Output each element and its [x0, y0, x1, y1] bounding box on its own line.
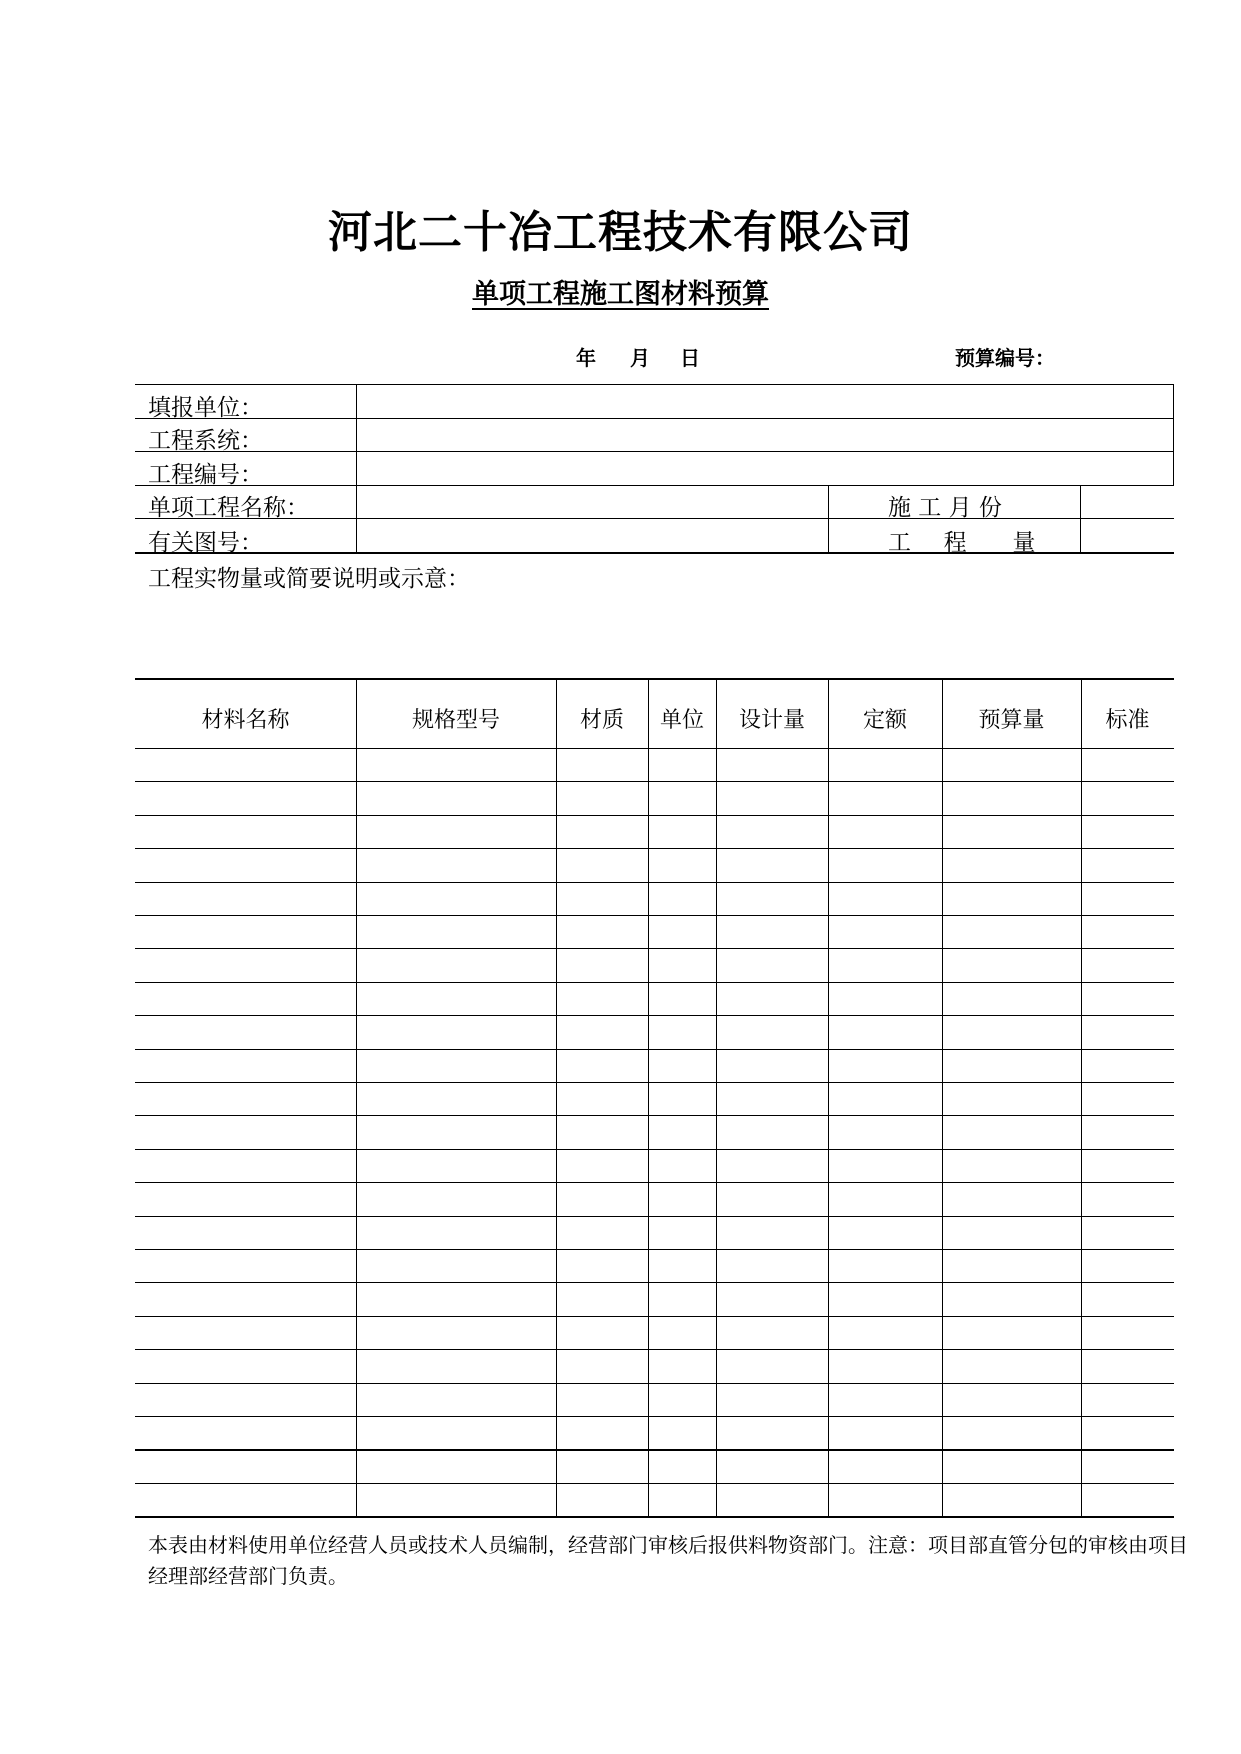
table-header-cell: 材料名称 [201, 708, 290, 733]
table-row-line [135, 1082, 1174, 1083]
info-right-border [1173, 384, 1174, 485]
table-row-line [135, 1483, 1174, 1484]
table-header-divider [135, 748, 1174, 749]
table-row-line [135, 815, 1174, 816]
engineering-system-label: 工程系统： [148, 428, 263, 454]
table-column-divider [556, 678, 557, 1516]
table-header-cell: 单位 [659, 708, 704, 733]
construction-month-label: 施 工 月 份 [888, 495, 1002, 521]
table-row-line [135, 781, 1174, 782]
table-row-line [135, 1216, 1174, 1217]
info-row-divider [135, 418, 1174, 419]
table-column-divider [828, 678, 829, 1516]
engineering-number-label: 工程编号： [148, 462, 263, 488]
table-column-divider [356, 678, 357, 1516]
quantity-label: 工 程 量 [888, 530, 1042, 556]
item-name-label: 单项工程名称： [148, 495, 309, 521]
filing-unit-label: 填报单位： [148, 395, 263, 421]
table-row-line [135, 1149, 1174, 1150]
table-row-line [135, 1115, 1174, 1116]
budget-number-label: 预算编号： [955, 346, 1055, 370]
table-row-line [135, 1049, 1174, 1050]
table-row-line [135, 1182, 1174, 1183]
table-row-line [135, 1383, 1174, 1384]
info-month-divider [828, 485, 829, 552]
table-row-line [135, 1015, 1174, 1016]
table-column-divider [1081, 678, 1082, 1516]
description-label: 工程实物量或简要说明或示意： [148, 566, 470, 592]
info-value-divider [1080, 485, 1081, 552]
table-row-line [135, 882, 1174, 883]
table-top-border [135, 678, 1174, 680]
info-row-divider [135, 485, 1174, 486]
table-header-cell: 预算量 [978, 708, 1045, 733]
table-header-cell: 设计量 [738, 708, 805, 733]
table-row-line [135, 982, 1174, 983]
table-column-divider [942, 678, 943, 1516]
table-header-cell: 规格型号 [411, 708, 500, 733]
table-row-line [135, 1516, 1174, 1518]
company-title: 河北二十冶工程技术有限公司 [328, 207, 913, 258]
table-header-cell: 标准 [1105, 708, 1150, 733]
info-row-divider [135, 451, 1174, 452]
info-label-divider [356, 384, 357, 552]
table-header-cell: 定额 [862, 708, 907, 733]
table-row-line [135, 1449, 1174, 1451]
table-row-line [135, 948, 1174, 949]
info-top-border [135, 384, 1174, 385]
date-day-label: 日 [680, 346, 700, 370]
table-row-line [135, 915, 1174, 916]
form-title-text: 单项工程施工图材料预算 [472, 279, 769, 310]
drawing-number-label: 有关图号： [148, 530, 263, 556]
table-header-cell: 材质 [579, 708, 624, 733]
table-row-line [135, 1349, 1174, 1350]
table-column-divider [716, 678, 717, 1516]
footnote: 本表由材料使用单位经营人员或技术人员编制，经营部门审核后报供料物资部门。注意：项目部直管分包的审核由项目经理部经营部门负责。 [148, 1533, 1188, 1588]
table-row-line [135, 848, 1174, 849]
date-year-label: 年 [576, 346, 596, 370]
table-row-line [135, 1282, 1174, 1283]
date-month-label: 月 [630, 346, 650, 370]
table-row-line [135, 1416, 1174, 1417]
table-row-line [135, 1316, 1174, 1317]
table-column-divider [648, 678, 649, 1516]
table-row-line [135, 1249, 1174, 1250]
form-title [0, 272, 1241, 311]
